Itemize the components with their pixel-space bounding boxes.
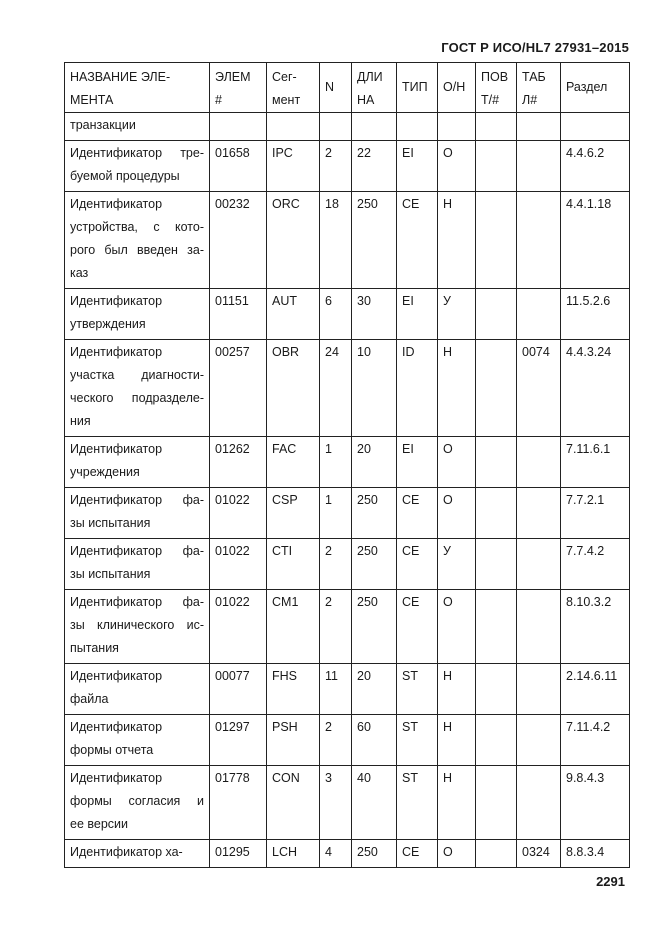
cell-element-name: [65, 340, 210, 437]
cell-element-name: [65, 437, 210, 488]
cell-optionality: Н: [438, 766, 476, 840]
cell-length: 10: [352, 340, 397, 437]
header-text: ЭЛЕМ: [215, 70, 251, 84]
cell-element-number: 00232: [210, 192, 267, 289]
column-header-repeat: [476, 63, 517, 113]
column-header-element-number: [210, 63, 267, 113]
cell-element-name: [65, 289, 210, 340]
cell-data-type: ST: [397, 664, 438, 715]
name-line: рого был введен за-: [70, 243, 204, 257]
cell-element-name: [65, 766, 210, 840]
cell-optionality: Н: [438, 340, 476, 437]
cell-data-type: ST: [397, 715, 438, 766]
name-line: Идентификатор фа-: [70, 595, 204, 609]
header-text: #: [215, 93, 222, 107]
cell-length: 250: [352, 192, 397, 289]
cell-element-number: 01778: [210, 766, 267, 840]
cell-sequence-n: 3: [320, 766, 352, 840]
header-text: N: [325, 80, 335, 94]
cell-table-number: 0074: [517, 340, 561, 437]
cell-element-number: 01022: [210, 488, 267, 539]
cell-optionality: О: [438, 488, 476, 539]
name-line: Идентификатор: [70, 720, 163, 734]
table-row: [65, 340, 630, 437]
name-line: пытания: [70, 641, 119, 655]
cell-element-name: [65, 715, 210, 766]
cell-segment: LCH: [267, 840, 320, 868]
name-line: ее версии: [70, 817, 128, 831]
cell-repeat: [476, 840, 517, 868]
column-header-sequence-n: [320, 63, 352, 113]
cell-length: 20: [352, 664, 397, 715]
table-row: [65, 192, 630, 289]
cell-length: 40: [352, 766, 397, 840]
cell-segment: CTI: [267, 539, 320, 590]
table-row: [65, 437, 630, 488]
name-line: ния: [70, 414, 91, 428]
cell-element-name: [65, 664, 210, 715]
name-line: Идентификатор тре-: [70, 146, 204, 160]
name-line: каз: [70, 266, 89, 280]
cell-optionality: Н: [438, 715, 476, 766]
cell-sequence-n: 1: [320, 488, 352, 539]
cell-repeat: [476, 141, 517, 192]
cell-section: 7.11.4.2: [561, 715, 630, 766]
name-line: файла: [70, 692, 109, 706]
table-row: [65, 664, 630, 715]
cell-segment: PSH: [267, 715, 320, 766]
cell-data-type: CE: [397, 539, 438, 590]
cell-segment: OBR: [267, 340, 320, 437]
cell-element-name: [65, 113, 210, 141]
cell-repeat: [476, 437, 517, 488]
cell-optionality: О: [438, 437, 476, 488]
cell-length: 20: [352, 437, 397, 488]
cell-section: 8.8.3.4: [561, 840, 630, 868]
name-line: Идентификатор: [70, 197, 163, 211]
cell-sequence-n: 6: [320, 289, 352, 340]
header-text: О/Н: [443, 80, 466, 94]
table-row: [65, 590, 630, 664]
cell-element-number: 01151: [210, 289, 267, 340]
cell-data-type: EI: [397, 289, 438, 340]
cell-element-number: 00077: [210, 664, 267, 715]
header-text: Сег-: [272, 70, 297, 84]
cell-data-type: EI: [397, 141, 438, 192]
cell-element-name: [65, 590, 210, 664]
header-text: ТИП: [402, 80, 428, 94]
cell-data-type: CE: [397, 192, 438, 289]
cell-sequence-n: 24: [320, 340, 352, 437]
cell-repeat: [476, 488, 517, 539]
cell-data-type: CE: [397, 590, 438, 664]
column-header-table-number: [517, 63, 561, 113]
header-text: НАЗВАНИЕ ЭЛЕ-: [70, 70, 171, 84]
cell-section: 7.11.6.1: [561, 437, 630, 488]
cell-table-number: [517, 539, 561, 590]
document-header: ГОСТ Р ИСО/HL7 27931–2015: [441, 40, 629, 55]
name-line: Идентификатор: [70, 669, 163, 683]
cell-element-number: 01262: [210, 437, 267, 488]
cell-element-name: [65, 192, 210, 289]
cell-table-number: [517, 715, 561, 766]
column-header-segment: [267, 63, 320, 113]
name-line: буемой процедуры: [70, 169, 180, 183]
cell-repeat: [476, 664, 517, 715]
cell-sequence-n: 2: [320, 715, 352, 766]
table-row: [65, 113, 630, 141]
name-line: Идентификатор: [70, 771, 163, 785]
name-line: зы испытания: [70, 516, 151, 530]
cell-element-number: [210, 113, 267, 141]
header-text: ПОВ: [481, 70, 509, 84]
name-line: зы клинического ис-: [70, 618, 204, 632]
cell-table-number: [517, 664, 561, 715]
cell-length: 250: [352, 539, 397, 590]
column-header-data-type: [397, 63, 438, 113]
cell-optionality: [438, 113, 476, 141]
cell-table-number: [517, 192, 561, 289]
table-row: [65, 715, 630, 766]
cell-element-name: [65, 539, 210, 590]
cell-repeat: [476, 715, 517, 766]
cell-sequence-n: 2: [320, 590, 352, 664]
cell-segment: FHS: [267, 664, 320, 715]
header-text: Т/#: [481, 93, 500, 107]
cell-segment: IPC: [267, 141, 320, 192]
cell-optionality: У: [438, 289, 476, 340]
cell-section: 4.4.6.2: [561, 141, 630, 192]
cell-data-type: EI: [397, 437, 438, 488]
cell-section: [561, 113, 630, 141]
cell-repeat: [476, 340, 517, 437]
cell-segment: AUT: [267, 289, 320, 340]
cell-element-number: 01295: [210, 840, 267, 868]
column-header-length: [352, 63, 397, 113]
name-line: формы отчета: [70, 743, 154, 757]
cell-length: 250: [352, 840, 397, 868]
name-line: Идентификатор: [70, 442, 163, 456]
cell-table-number: [517, 289, 561, 340]
cell-table-number: [517, 141, 561, 192]
cell-element-number: 01022: [210, 590, 267, 664]
cell-sequence-n: 1: [320, 437, 352, 488]
name-line: устройства, с кото-: [70, 220, 204, 234]
table-row: [65, 141, 630, 192]
name-line: ческого подразделе-: [70, 391, 204, 405]
cell-section: 4.4.3.24: [561, 340, 630, 437]
header-text: Раздел: [566, 80, 608, 94]
cell-data-type: ID: [397, 340, 438, 437]
name-line: утверждения: [70, 317, 146, 331]
column-header-optionality: [438, 63, 476, 113]
cell-section: 9.8.4.3: [561, 766, 630, 840]
table-row: [65, 488, 630, 539]
cell-data-type: CE: [397, 840, 438, 868]
name-line: зы испытания: [70, 567, 151, 581]
cell-optionality: О: [438, 840, 476, 868]
cell-optionality: Н: [438, 192, 476, 289]
cell-table-number: [517, 113, 561, 141]
header-text: Л#: [522, 93, 538, 107]
cell-element-number: 00257: [210, 340, 267, 437]
table-row: [65, 840, 630, 868]
cell-data-type: [397, 113, 438, 141]
cell-segment: CON: [267, 766, 320, 840]
name-line: Идентификатор фа-: [70, 544, 204, 558]
cell-element-number: 01022: [210, 539, 267, 590]
cell-sequence-n: 4: [320, 840, 352, 868]
cell-sequence-n: 18: [320, 192, 352, 289]
header-text: НА: [357, 93, 375, 107]
cell-length: 22: [352, 141, 397, 192]
cell-segment: CM1: [267, 590, 320, 664]
cell-optionality: Н: [438, 664, 476, 715]
name-line: Идентификатор ха-: [70, 845, 183, 859]
cell-length: 60: [352, 715, 397, 766]
page-number: 2291: [596, 874, 625, 889]
name-line: учреждения: [70, 465, 140, 479]
table-header-row: [65, 63, 630, 113]
cell-element-number: 01297: [210, 715, 267, 766]
cell-sequence-n: [320, 113, 352, 141]
table-row: [65, 766, 630, 840]
cell-optionality: У: [438, 539, 476, 590]
name-line: Идентификатор фа-: [70, 493, 204, 507]
cell-element-name: [65, 488, 210, 539]
name-line: транзакции: [70, 118, 136, 132]
cell-section: 11.5.2.6: [561, 289, 630, 340]
column-header-element-name: [65, 63, 210, 113]
name-line: формы согласия и: [70, 794, 204, 808]
cell-data-type: ST: [397, 766, 438, 840]
cell-table-number: [517, 437, 561, 488]
header-text: ТАБ: [522, 70, 546, 84]
cell-data-type: CE: [397, 488, 438, 539]
cell-table-number: [517, 766, 561, 840]
cell-repeat: [476, 766, 517, 840]
cell-element-name: [65, 840, 210, 868]
name-line: Идентификатор: [70, 294, 163, 308]
cell-sequence-n: 2: [320, 539, 352, 590]
data-elements-table: [64, 62, 630, 868]
cell-section: 4.4.1.18: [561, 192, 630, 289]
cell-segment: [267, 113, 320, 141]
cell-optionality: О: [438, 590, 476, 664]
header-text: мент: [272, 93, 301, 107]
cell-section: 2.14.6.11: [561, 664, 630, 715]
cell-optionality: О: [438, 141, 476, 192]
column-header-section: [561, 63, 630, 113]
cell-length: 250: [352, 590, 397, 664]
cell-length: 250: [352, 488, 397, 539]
name-line: Идентификатор: [70, 345, 163, 359]
cell-repeat: [476, 539, 517, 590]
cell-element-name: [65, 141, 210, 192]
cell-element-number: 01658: [210, 141, 267, 192]
cell-length: [352, 113, 397, 141]
cell-section: 7.7.4.2: [561, 539, 630, 590]
table-row: [65, 539, 630, 590]
cell-repeat: [476, 590, 517, 664]
cell-length: 30: [352, 289, 397, 340]
cell-sequence-n: 2: [320, 141, 352, 192]
table-row: [65, 289, 630, 340]
name-line: участка диагности-: [70, 368, 204, 382]
header-text: МЕНТА: [70, 93, 114, 107]
cell-table-number: [517, 590, 561, 664]
cell-table-number: [517, 488, 561, 539]
cell-table-number: 0324: [517, 840, 561, 868]
cell-repeat: [476, 289, 517, 340]
cell-segment: FAC: [267, 437, 320, 488]
cell-repeat: [476, 113, 517, 141]
cell-section: 8.10.3.2: [561, 590, 630, 664]
cell-section: 7.7.2.1: [561, 488, 630, 539]
cell-segment: ORC: [267, 192, 320, 289]
cell-sequence-n: 11: [320, 664, 352, 715]
cell-repeat: [476, 192, 517, 289]
header-text: ДЛИ: [357, 70, 383, 84]
cell-segment: CSP: [267, 488, 320, 539]
